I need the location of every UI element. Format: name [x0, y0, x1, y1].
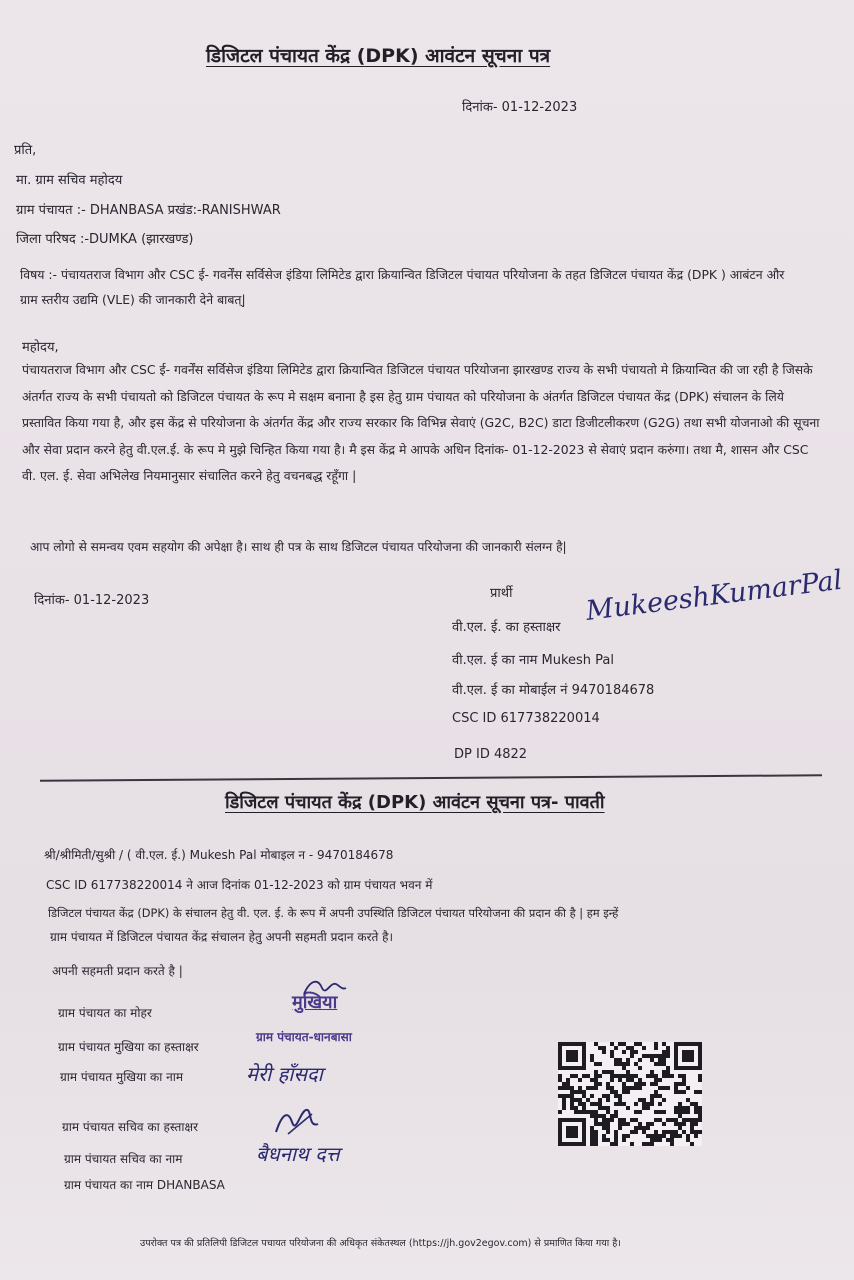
panchayat-block-line: ग्राम पंचायत :- DHANBASA प्रखंड:-RANISHWAR [16, 203, 281, 218]
addressee: मा. ग्राम सचिव महोदय [16, 173, 123, 188]
footer-verification: उपरोक्त पत्र की प्रतिलिपी डिजिटल पचायत परियोजना की अधिकृत संकेतस्थल (https://jh.gov2egov.com) से प्रमाणित किया गया है। [140, 1238, 621, 1249]
seal-label: ग्राम पंचायत का मोहर [58, 1006, 152, 1020]
receipt-line-5: अपनी सहमती प्रदान करते है | [52, 964, 183, 978]
vle-name-line: वी.एल. ई का नाम Mukesh Pal [452, 653, 614, 668]
panchayat-name-line: ग्राम पंचायत का नाम DHANBASA [64, 1178, 225, 1192]
seal-stamp-bottom: ग्राम पंचायत-धानबासा [256, 1030, 352, 1044]
receipt-line-2: CSC ID 617738220014 ने आज दिनांक 01-12-2023 को ग्राम पंचायत भवन में [46, 878, 433, 892]
receipt-title: डिजिटल पंचायत केंद्र (DPK) आवंटन सूचना पत्र- पावती [225, 792, 605, 813]
qr-code-icon [558, 1042, 702, 1146]
vle-signature: MukeeshKumarPal [584, 564, 844, 627]
receipt-line-4: ग्राम पंचायत में डिजिटल पंचायत केंद्र संचालन हेतु अपनी सहमती प्रदान करते है। [50, 930, 394, 944]
applicant-label: प्रार्थी [490, 586, 513, 601]
dp-id-line: DP ID 4822 [454, 747, 528, 762]
mukhiya-name-handwritten: मेरी हाँसदा [246, 1062, 323, 1086]
secretary-name-label: ग्राम पंचायत सचिव का नाम [64, 1152, 183, 1166]
subject-paragraph: विषय :- पंचायतराज विभाग और CSC ई- गवर्नेंस सर्विसेज इंडिया लिमिटेड द्वारा क्रियान्वित डिजिटल पंचायत परियोजना के तहत डिजिटल पंचायत केंद्र (DPK ) आबंटन और ग्राम स्तरीय उद्यमि (VLE) की जानकारी देने बाबत्| [20, 267, 785, 307]
salutation: महोदय, [22, 340, 59, 355]
csc-id-line: CSC ID 617738220014 [452, 711, 600, 726]
closing-line: आप लोगो से समन्वय एवम सहयोग की अपेक्षा है। साथ ही पत्र के साथ डिजिटल पंचायत परियोजना की जानकारी संलग्न है| [30, 540, 567, 554]
section-divider [40, 774, 822, 781]
bottom-date: दिनांक- 01-12-2023 [34, 593, 150, 608]
receipt-line-3: डिजिटल पंचायत केंद्र (DPK) के संचालन हेतु वी. एल. ई. के रूप में अपनी उपस्थिति डिजिटल पंचायत परियोजना की प्रदान की है | हम इन्हें [48, 906, 619, 920]
secretary-name-handwritten: बैधनाथ दत्त [256, 1142, 340, 1166]
body-paragraph: पंचायतराज विभाग और CSC ई- गवर्नेंस सर्विसेज इंडिया लिमिटेड द्वारा क्रियान्वित डिजिटल पंचायत परियोजना झारखण्ड राज्य के सभी पंचायतो मे क्रियान्वित की जा रही है जिसके अंतर्गत राज्य के सभी पंचायतो को डिजिटल पंचायत के रूप मे सक्षम बनाना है इस हेतु ग्राम पंचायत को परियोजना के अंतर्गत डिजिटल पंचायत केंद्र (DPK) संचालन के लिये प्रस्तावित किया गया है, और इस केंद्र से परियोजना के अंतर्गत केंद्र और राज्य सरकार कि विभिन्न सेवाएं (G2C, B2C) डाटा डिजीटलीकरण (G2G) तथा सभी योजनाओ की सूचना और सेवा प्रदान करने हेतु वी.एल.ई. के रूप मे मुझे चिन्हित किया गया है। मै इस केंद्र मे आपके अधिन दिनांक- 01-12-2023 से सेवाएं प्रदान करुंगा। तथा मै, शासन और CSC वी. एल. ई. सेवा अभिलेख नियमानुसार संचालित करने हेतु वचनबद्ध रहूँगा | [22, 362, 820, 483]
to-label: प्रति, [14, 143, 37, 158]
notice-date: दिनांक- 01-12-2023 [462, 100, 578, 115]
secretary-signature-label: ग्राम पंचायत सचिव का हस्ताक्षर [62, 1120, 198, 1134]
secretary-signature-icon [268, 1104, 328, 1144]
mukhiya-initials-icon [300, 976, 348, 1002]
vle-mobile-line: वी.एल. ई का मोबाईल नं 9470184678 [452, 683, 655, 698]
mukhiya-signature-label: ग्राम पंचायत मुखिया का हस्ताक्षर [58, 1040, 199, 1054]
district-line: जिला परिषद :-DUMKA (झारखण्ड) [16, 232, 194, 247]
mukhiya-name-label: ग्राम पंचायत मुखिया का नाम [60, 1070, 184, 1084]
vle-signature-label: वी.एल. ई. का हस्ताक्षर [452, 620, 561, 635]
seal-stamp-top: मुखिया [292, 992, 338, 1013]
notice-title: डिजिटल पंचायत केंद्र (DPK) आवंटन सूचना पत्र [206, 45, 551, 67]
receipt-line-1: श्री/श्रीमिती/सुश्री / ( वी.एल. ई.) Mukesh Pal मोबाइल न - 9470184678 [44, 848, 394, 862]
